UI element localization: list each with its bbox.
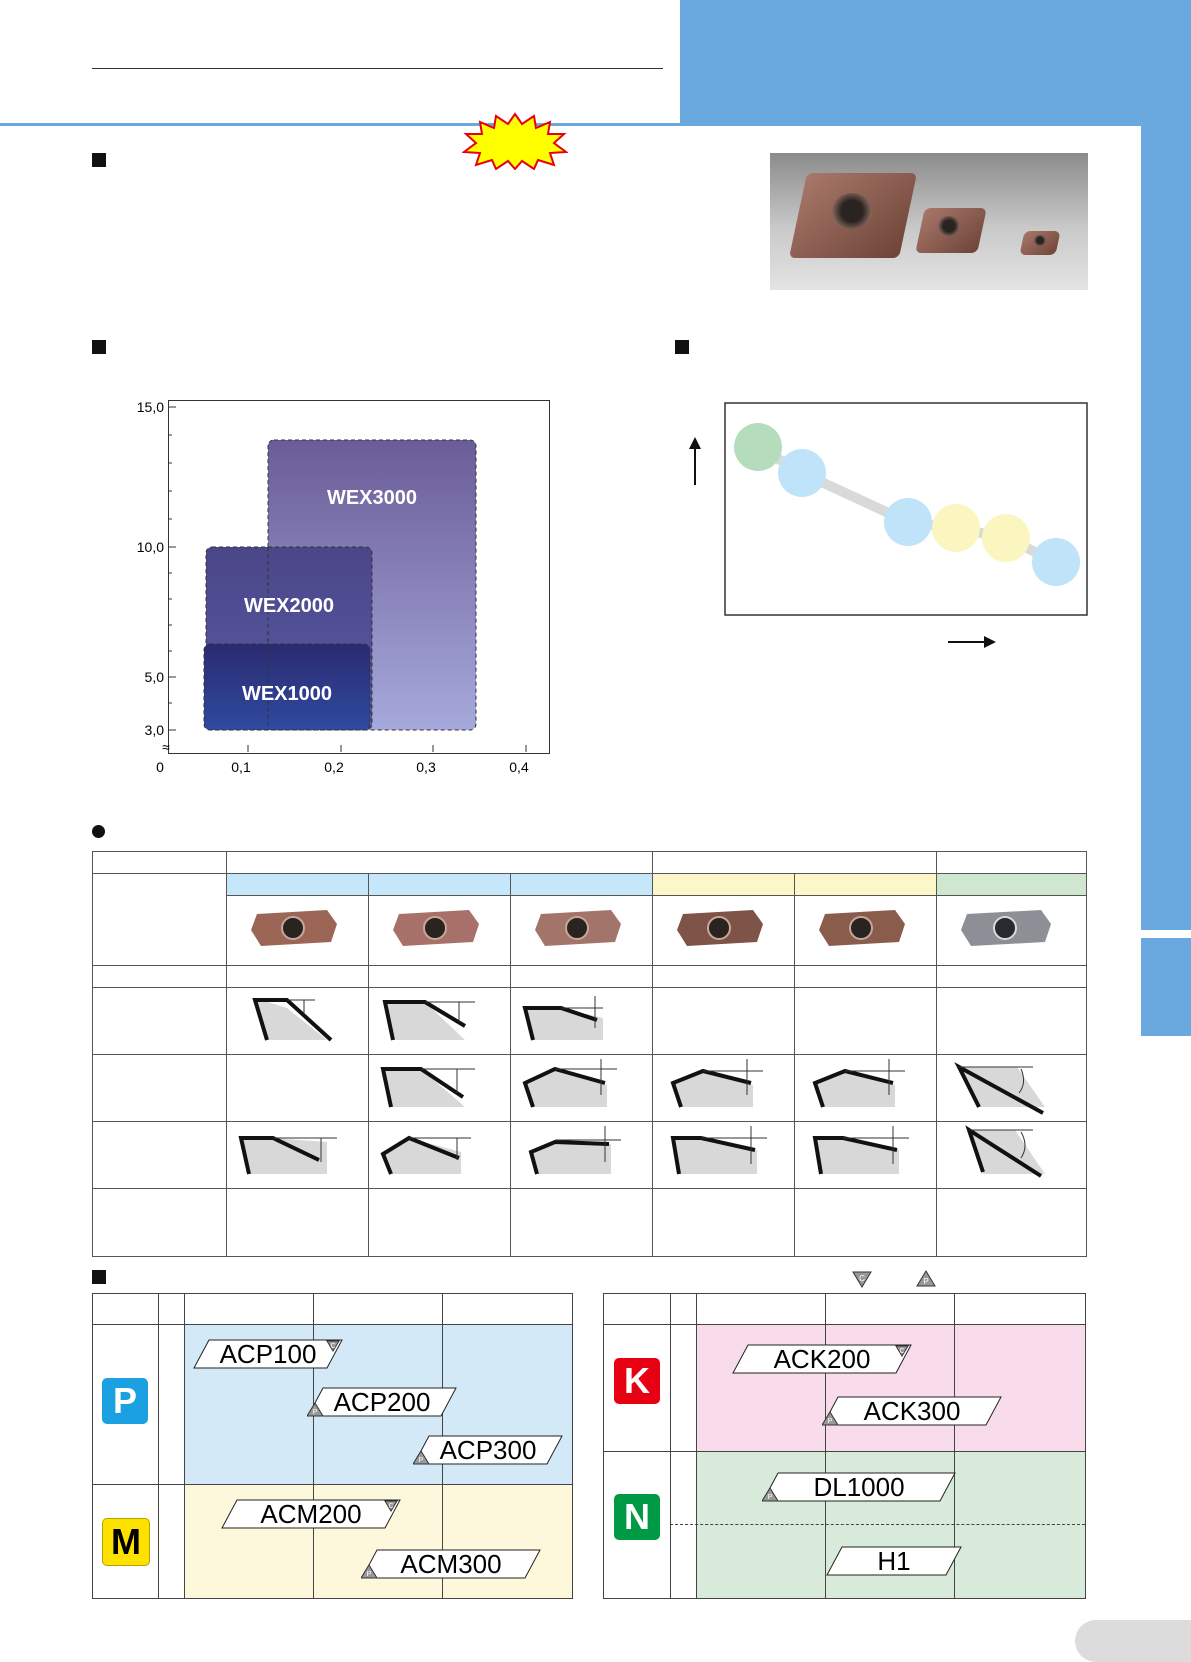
legend-c-icon xyxy=(852,1270,872,1288)
spec-row-label-insert xyxy=(93,874,227,966)
y-tick-15: 15,0 xyxy=(136,399,164,415)
svg-text:P: P xyxy=(418,1457,424,1464)
spec-insert-image xyxy=(795,896,937,966)
spec-table xyxy=(92,851,1087,1257)
grade-acm200: C ACM200 xyxy=(221,1499,401,1529)
section-bullet-spec xyxy=(92,825,105,838)
edge-diagram xyxy=(369,1055,511,1122)
material-badge-p: P xyxy=(102,1378,148,1424)
grade-acp100: C ACP100 xyxy=(193,1339,343,1369)
grade-table-left xyxy=(92,1293,573,1599)
spec-insert-image xyxy=(369,896,511,966)
spec-color-cell xyxy=(937,874,1087,896)
section-bullet-features xyxy=(92,153,106,167)
product-photo xyxy=(770,153,1088,290)
y-tick-5: 5,0 xyxy=(144,669,164,685)
spec-row-label-edge-2 xyxy=(93,1055,227,1122)
chip-circle-4 xyxy=(932,504,980,552)
section-bullet-application xyxy=(92,340,106,354)
svg-text:P: P xyxy=(312,1409,318,1416)
edge-diagram xyxy=(511,1055,653,1122)
grade-acp200: P ACP200 xyxy=(307,1387,457,1417)
edge-diagram xyxy=(937,1122,1087,1189)
grade-ack300: P ACK300 xyxy=(822,1396,1002,1426)
svg-text:P: P xyxy=(827,1418,833,1425)
side-index-tab[interactable] xyxy=(1141,938,1191,1036)
spec-row-label xyxy=(93,1189,227,1257)
chip-circle-1 xyxy=(734,423,782,471)
spec-color-cell xyxy=(227,874,369,896)
grade-dl1000: P DL1000 xyxy=(762,1472,956,1502)
spec-insert-image xyxy=(937,896,1087,966)
label-wex2000: WEX2000 xyxy=(243,595,335,617)
side-index-bar xyxy=(1141,125,1191,930)
chip-circle-6 xyxy=(1032,538,1080,586)
grade-h1: H1 xyxy=(826,1546,962,1576)
svg-text:C: C xyxy=(388,1503,394,1510)
spec-header-group-3 xyxy=(937,852,1087,874)
chip-circle-3 xyxy=(884,498,932,546)
chip-circle-5 xyxy=(982,514,1030,562)
spec-header-group-1 xyxy=(227,852,653,874)
label-wex1000: WEX1000 xyxy=(241,683,333,705)
new-badge-icon xyxy=(462,112,568,170)
svg-text:C: C xyxy=(859,1274,865,1283)
spec-color-cell xyxy=(795,874,937,896)
label-wex3000: WEX3000 xyxy=(326,487,418,509)
svg-text:P: P xyxy=(923,1277,929,1286)
svg-text:C: C xyxy=(330,1343,336,1350)
section-bullet-chip-chart xyxy=(675,340,689,354)
section-bullet-grades xyxy=(92,1270,106,1284)
y-tick-3: 3,0 xyxy=(144,722,164,738)
material-badge-m: M xyxy=(102,1518,150,1566)
spec-insert-image xyxy=(511,896,653,966)
material-badge-n: N xyxy=(614,1494,660,1540)
header-blue-block xyxy=(680,0,1191,125)
x-tick-02: 0,2 xyxy=(324,759,344,775)
spec-row-label xyxy=(93,966,227,988)
insert-hole xyxy=(938,216,960,236)
grade-ack200: C ACK200 xyxy=(732,1344,912,1374)
material-badge-k: K xyxy=(614,1358,660,1404)
y-tick-10: 10,0 xyxy=(136,539,164,555)
edge-diagram xyxy=(227,1122,369,1189)
spec-row-label-edge-3 xyxy=(93,1122,227,1189)
svg-text:P: P xyxy=(767,1494,773,1501)
svg-text:C: C xyxy=(899,1348,905,1355)
spec-header-label xyxy=(93,852,227,874)
edge-diagram xyxy=(795,1055,937,1122)
title-underline xyxy=(92,68,663,69)
grade-acm300: P ACM300 xyxy=(361,1549,541,1579)
grade-table-right xyxy=(603,1293,1086,1599)
spec-insert-image xyxy=(227,896,369,966)
y-axis-break: ≈ xyxy=(162,739,170,755)
chip-circle-2 xyxy=(778,449,826,497)
spec-color-cell xyxy=(369,874,511,896)
edge-diagram xyxy=(937,1055,1087,1122)
application-chart xyxy=(100,390,570,790)
page-number-tab xyxy=(1075,1620,1191,1662)
edge-diagram xyxy=(227,988,369,1055)
spec-color-cell xyxy=(511,874,653,896)
chip-chart xyxy=(680,395,1090,650)
edge-diagram xyxy=(369,988,511,1055)
edge-diagram xyxy=(653,1122,795,1189)
header-divider xyxy=(0,123,1191,126)
x-tick-0: 0 xyxy=(156,759,164,775)
spec-header-group-2 xyxy=(653,852,937,874)
x-tick-03: 0,3 xyxy=(416,759,436,775)
n-divider xyxy=(670,1524,1085,1525)
edge-diagram xyxy=(795,1122,937,1189)
insert-hole xyxy=(1034,235,1046,246)
grade-acp300: P ACP300 xyxy=(413,1435,563,1465)
svg-text:P: P xyxy=(366,1571,372,1578)
edge-diagram xyxy=(511,1122,653,1189)
legend-p-icon xyxy=(916,1270,936,1288)
x-tick-04: 0,4 xyxy=(509,759,529,775)
edge-diagram xyxy=(369,1122,511,1189)
spec-color-cell xyxy=(653,874,795,896)
x-tick-01: 0,1 xyxy=(231,759,251,775)
edge-diagram xyxy=(511,988,653,1055)
insert-hole xyxy=(832,193,872,229)
edge-diagram xyxy=(653,1055,795,1122)
spec-row-label-edge-1 xyxy=(93,988,227,1055)
spec-insert-image xyxy=(653,896,795,966)
